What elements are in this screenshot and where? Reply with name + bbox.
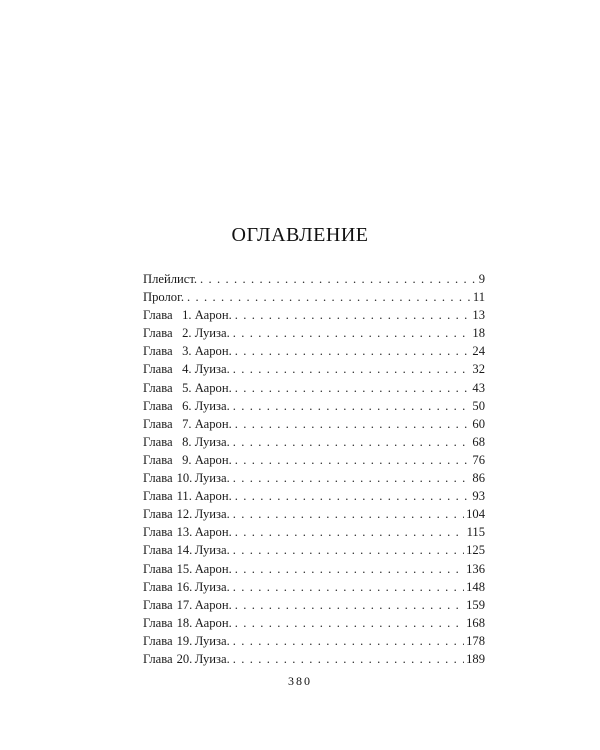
toc-entry [143, 596, 485, 614]
toc-entry-label: Глава [143, 507, 173, 522]
toc-entry-page: 189 [466, 651, 485, 666]
toc-entry-page: 168 [466, 615, 485, 630]
toc-entry-chapter-number: 13. [176, 525, 193, 540]
toc-entry-label: Глава [143, 416, 173, 431]
toc-entry-chapter-number: 11. [176, 489, 192, 504]
toc-entry-page: 43 [472, 380, 485, 395]
toc-entry [143, 487, 485, 505]
toc-entry-chapter-number: 1. [182, 308, 192, 323]
toc-entry-page: 68 [472, 434, 485, 449]
toc-heading: ОГЛАВЛЕНИЕ [231, 224, 369, 246]
toc-entry-label: Глава [143, 308, 173, 323]
toc-entry-character-name: Луиза [194, 362, 227, 377]
toc-entry-title: Глава 13. Аарон. [143, 523, 232, 541]
toc-entry-label: Глава [143, 543, 173, 558]
toc-dot-leader [235, 306, 471, 324]
toc-entry-page: 159 [466, 597, 485, 612]
toc-entry-label: Глава [143, 633, 173, 648]
toc-entry-page: 136 [466, 561, 485, 576]
toc-entry-label: Глава [143, 344, 173, 359]
toc-entry-chapter-number: 9. [182, 452, 192, 467]
toc-entry-character-name: Аарон [194, 380, 229, 395]
toc-entry-character-name: Аарон [194, 489, 229, 504]
toc-entry [143, 451, 485, 469]
toc-dot-leader [235, 451, 471, 469]
page-number: 380 [288, 674, 312, 688]
toc-entry-title: Глава 10. Луиза. [143, 469, 230, 487]
toc-entry [143, 632, 485, 650]
toc-entry-title: Глава 7. Аарон. [143, 415, 232, 433]
toc-entry-page: 104 [466, 507, 485, 522]
toc-entry-chapter-number: 19. [176, 633, 193, 648]
toc-entry-page: 86 [472, 471, 485, 486]
toc-entry-character-name: Луиза [194, 471, 227, 486]
toc-dot-leader [233, 397, 471, 415]
toc-dot-leader [233, 360, 471, 378]
toc-entry-title: Глава 9. Аарон. [143, 451, 232, 469]
toc-entry [143, 614, 485, 632]
toc-entry-character-name: Аарон [194, 416, 229, 431]
toc-entry-label: Глава [143, 489, 173, 504]
toc-entry-label: Глава [143, 597, 173, 612]
toc-entry [143, 560, 485, 578]
toc-entry-page: 93 [472, 489, 485, 504]
toc-entry-page: 178 [466, 633, 485, 648]
toc-dot-leader [235, 379, 471, 397]
toc-entry-chapter-number: 15. [176, 561, 193, 576]
toc-entry-character-name: Аарон [194, 344, 229, 359]
toc-dot-leader [233, 632, 464, 650]
toc-entry-chapter-number: 18. [176, 615, 193, 630]
toc-dot-leader [235, 342, 471, 360]
toc-dot-leader [187, 288, 471, 306]
toc-entry-title: Глава 1. Аарон. [143, 306, 232, 324]
toc-dot-leader [235, 560, 464, 578]
toc-entry-title: Глава 5. Аарон. [143, 379, 232, 397]
toc-entry-label: Глава [143, 561, 173, 576]
toc-entry-title: Глава 16. Луиза. [143, 578, 230, 596]
toc-entry-character-name: Луиза [194, 633, 227, 648]
toc-entry-character-name: Луиза [194, 579, 227, 594]
toc-entry-page: 60 [472, 416, 485, 431]
toc-entry-character-name: Луиза [194, 326, 227, 341]
toc-entry [143, 433, 485, 451]
toc-dot-leader [233, 650, 464, 668]
toc-entry-chapter-number: 17. [176, 597, 193, 612]
toc-entry-title: Глава 20. Луиза. [143, 650, 230, 668]
toc-entry-character-name: Луиза [194, 507, 227, 522]
toc-entry-label: Глава [143, 651, 173, 666]
toc-dot-leader [233, 541, 464, 559]
toc-entry-character-name: Луиза [194, 651, 227, 666]
toc-entry [143, 469, 485, 487]
toc-entry-page: 115 [466, 525, 485, 540]
toc-entry-page: 32 [472, 362, 485, 377]
toc-entry-chapter-number: 5. [182, 380, 192, 395]
toc-dot-leader [233, 469, 471, 487]
toc-entry-chapter-number: 7. [182, 416, 192, 431]
toc-entry-page: 13 [472, 308, 485, 323]
toc-entry [143, 397, 485, 415]
toc-entry-title: Пролог. [143, 290, 185, 305]
toc-entry-character-name: Аарон [194, 308, 229, 323]
toc-entry-title: Глава 11. Аарон. [143, 487, 232, 505]
toc-entry [143, 270, 485, 288]
toc-entry-title: Глава 3. Аарон. [143, 342, 232, 360]
toc-entry-title: Глава 12. Луиза. [143, 505, 230, 523]
toc-entry-page: 9 [478, 272, 485, 286]
toc-entry-chapter-number: 2. [182, 326, 192, 341]
toc-entry-title: Глава 17. Аарон. [143, 596, 232, 614]
toc-entry [143, 415, 485, 433]
toc-entry [143, 541, 485, 559]
toc-entry-label: Глава [143, 326, 173, 341]
toc-entry-label: Глава [143, 525, 173, 540]
toc-entry-chapter-number: 4. [182, 362, 192, 377]
toc-entry-character-name: Аарон [194, 525, 229, 540]
toc-entry [143, 288, 485, 306]
toc-entry [143, 342, 485, 360]
toc-dot-leader [200, 270, 477, 288]
toc-entry-label: Глава [143, 615, 173, 630]
toc-entry-character-name: Аарон [194, 561, 229, 576]
toc-entry-label: Глава [143, 398, 173, 413]
toc-dot-leader [233, 324, 471, 342]
toc-entry-page: 148 [466, 579, 485, 594]
toc-entry-label: Плейлист [143, 272, 194, 286]
toc-entry-title: Глава 2. Луиза. [143, 324, 230, 342]
toc-dot-leader [235, 614, 464, 632]
toc-entry [143, 578, 485, 596]
toc-entry [143, 650, 485, 668]
toc-entry-page: 18 [472, 326, 485, 341]
toc-entry-title: Глава 4. Луиза. [143, 360, 230, 378]
toc-entry-page: 50 [472, 398, 485, 413]
toc-entry-title: Глава 18. Аарон. [143, 614, 232, 632]
toc-entry-chapter-number: 8. [182, 434, 192, 449]
toc-entry-chapter-number: 20. [176, 651, 193, 666]
toc-dot-leader [233, 505, 464, 523]
toc-entry-title: Плейлист. [143, 272, 198, 286]
toc-entry-label: Глава [143, 471, 173, 486]
toc-entry [143, 306, 485, 324]
table-of-contents [143, 270, 485, 668]
toc-entry-chapter-number: 10. [176, 471, 193, 486]
toc-entry-title: Глава 14. Луиза. [143, 541, 230, 559]
toc-entry [143, 379, 485, 397]
toc-entry-label: Глава [143, 380, 173, 395]
toc-entry-chapter-number: 16. [176, 579, 193, 594]
toc-entry-character-name: Аарон [194, 615, 229, 630]
toc-entry-chapter-number: 12. [176, 507, 193, 522]
toc-entry-chapter-number: 3. [182, 344, 192, 359]
toc-entry-title: Глава 8. Луиза. [143, 433, 230, 451]
toc-entry-title: Глава 19. Луиза. [143, 632, 230, 650]
toc-entry-label: Глава [143, 452, 173, 467]
toc-entry-chapter-number: 14. [176, 543, 193, 558]
toc-entry-title: Глава 6. Луиза. [143, 397, 230, 415]
toc-dot-leader [235, 487, 471, 505]
toc-entry-page: 11 [472, 290, 485, 305]
toc-entry-character-name: Луиза [194, 543, 227, 558]
toc-entry-character-name: Луиза [194, 398, 227, 413]
toc-entry-label: Глава [143, 434, 173, 449]
toc-entry-label: Глава [143, 362, 173, 377]
toc-entry [143, 523, 485, 541]
toc-dot-leader [233, 433, 471, 451]
toc-entry-character-name: Аарон [194, 597, 229, 612]
toc-entry-page: 76 [472, 452, 485, 467]
toc-entry-title: Глава 15. Аарон. [143, 560, 232, 578]
toc-entry [143, 360, 485, 378]
toc-entry-label: Пролог [143, 290, 181, 305]
toc-entry-chapter-number: 6. [182, 398, 192, 413]
toc-entry-character-name: Аарон [194, 452, 229, 467]
toc-entry [143, 505, 485, 523]
toc-dot-leader [235, 596, 464, 614]
toc-dot-leader [235, 523, 465, 541]
toc-entry-page: 125 [466, 543, 485, 558]
toc-entry [143, 324, 485, 342]
toc-dot-leader [233, 578, 464, 596]
toc-entry-label: Глава [143, 579, 173, 594]
toc-entry-character-name: Луиза [194, 434, 227, 449]
toc-entry-page: 24 [472, 344, 485, 359]
toc-dot-leader [235, 415, 471, 433]
